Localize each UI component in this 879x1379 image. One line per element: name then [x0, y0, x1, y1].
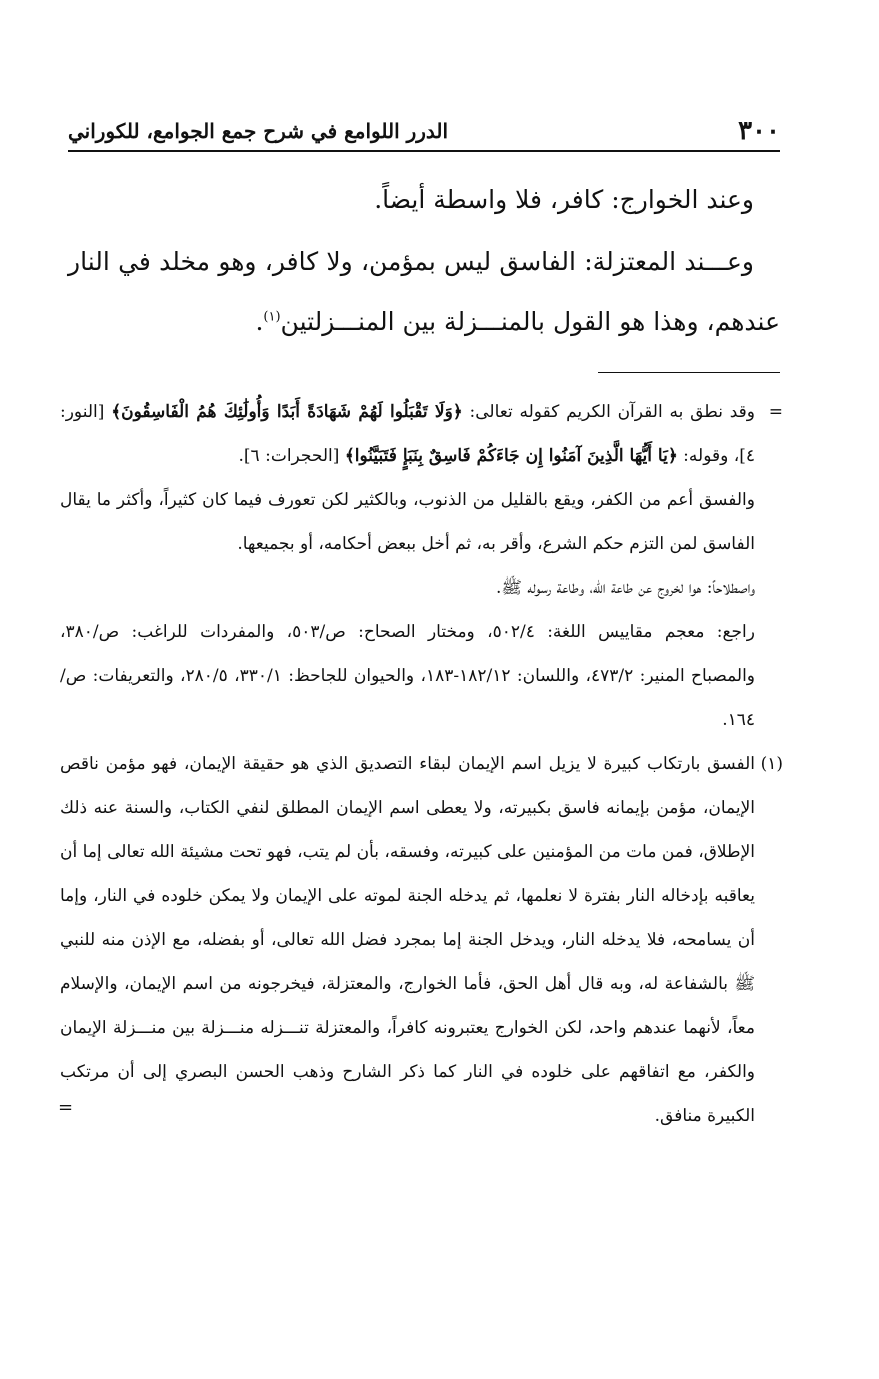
footnote-1: [60, 742, 785, 1138]
footnote-rule: [598, 372, 780, 373]
footnote-continuation: [60, 390, 785, 742]
page-header: [68, 112, 780, 150]
footnote-text: [الحجرات: ٦].: [238, 446, 345, 466]
footnote-reference: (١): [263, 309, 281, 325]
main-text: [68, 170, 780, 352]
header-rule: [68, 150, 780, 152]
footnote-paragraph: واصطلاحاً: هوا لخروج عن طاعة الله، وطاعة رسوله ﷺ.: [496, 578, 755, 598]
footnotes: [60, 390, 785, 1138]
footnote-paragraph: [60, 390, 755, 478]
main-paragraph: [68, 170, 780, 230]
footnote-marker: (١): [760, 754, 783, 774]
footnote-paragraph: راجع: معجم مقاييس اللغة: ٥٠٢/٤، ومختار الصحاح: ص/٥٠٣، والمفردات للراغب: ص/٣٨٠، والمصباح المنير: ٤٧٣/٢، واللسان: ١٨٢/١٢-١٨٣، والحيوان للجاحظ: ٣٣٠/١، ٢٨٠/٥، والتعريفات: ص/١٦٤.: [60, 622, 756, 730]
quran-verse: ﴿يَا أَيُّهَا الَّذِينَ آمَنُوا إِن جَاءَكُمْ فَاسِقٌ بِنَبَإٍ فَتَبَيَّنُوا﴾: [344, 446, 678, 466]
main-paragraph-text: وعند الخوارج: كافر، فلا واسطة أيضاً.: [374, 185, 754, 214]
main-paragraph: [68, 232, 780, 352]
period: .: [255, 307, 264, 336]
continuation-mark: =: [768, 402, 783, 422]
page-number: ٣٠٠: [738, 116, 780, 146]
main-paragraph-text: وعـــند المعتزلة: الفاسق ليس بمؤمن، ولا كافر، وهو مخلد في النار عندهم، وهذا هو القول بالمنـــزلة بين المنـــزلتين: [68, 247, 780, 336]
quran-verse: ﴿وَلَا تَقْبَلُوا لَهُمْ شَهَادَةً أَبَدًا وَأُولَٰئِكَ هُمُ الْفَاسِقُونَ﴾: [111, 402, 463, 422]
footnote-paragraph: والفسق أعم من الكفر، ويقع بالقليل من الذنوب، وبالكثير لكن تعورف فيما كان كثيراً، وأكثر ما يقال الفاسق لمن التزم حكم الشرع، وأقر به، ثم أخل ببعض أحكامه، أو بجميعها.: [60, 490, 755, 554]
continues-mark: =: [58, 1097, 74, 1118]
running-title: الدرر اللوامع في شرح جمع الجوامع، للكوراني: [68, 119, 449, 143]
footnote-paragraph: الفسق بارتكاب كبيرة لا يزيل اسم الإيمان لبقاء التصديق الذي هو حقيقة الإيمان، فهو مؤمن ناقص الإيمان، مؤمن بإيمانه فاسق بكبيرته، ولا يعطى اسم الإيمان المطلق لنفي الكتاب، والسنة عنه ذلك الإطلاق، فمن مات من المؤمنين على كبيرته، وفسقه، بأن لم يتب، فهو تحت مشيئة الله تعالى إما أن يعاقبه بإدخاله النار بفترة لا نعلمها، ثم يدخله الجنة لموته على الإيمان ولا يمكن خلوده في النار، وإما أن يسامحه، فلا يدخله النار، ويدخل الجنة إما بمجرد فضل الله تعالى، أو بفضله، مع الإذن منه للنبي ﷺ بالشفاعة له، وبه قال أهل الحق، فأما الخوارج، والمعتزلة، فيخرجونه من اسم الإيمان، والإسلام معاً، لأنهما عندهم واحد، لكن الخوارج يعتبرونه كافراً، والمعتزلة تنـــزله منـــزلة بين منـــزلة الإيمان والكفر، مع اتفاقهم على خلوده في النار كما ذكر الشارح وذهب الحسن البصري إلى أن مرتكب الكبيرة منافق.: [60, 754, 755, 1126]
footnote-text: [النور: ٤]، وقوله:: [60, 402, 755, 466]
footnote-text: وقد نطق به القرآن الكريم كقوله تعالى:: [462, 402, 755, 422]
